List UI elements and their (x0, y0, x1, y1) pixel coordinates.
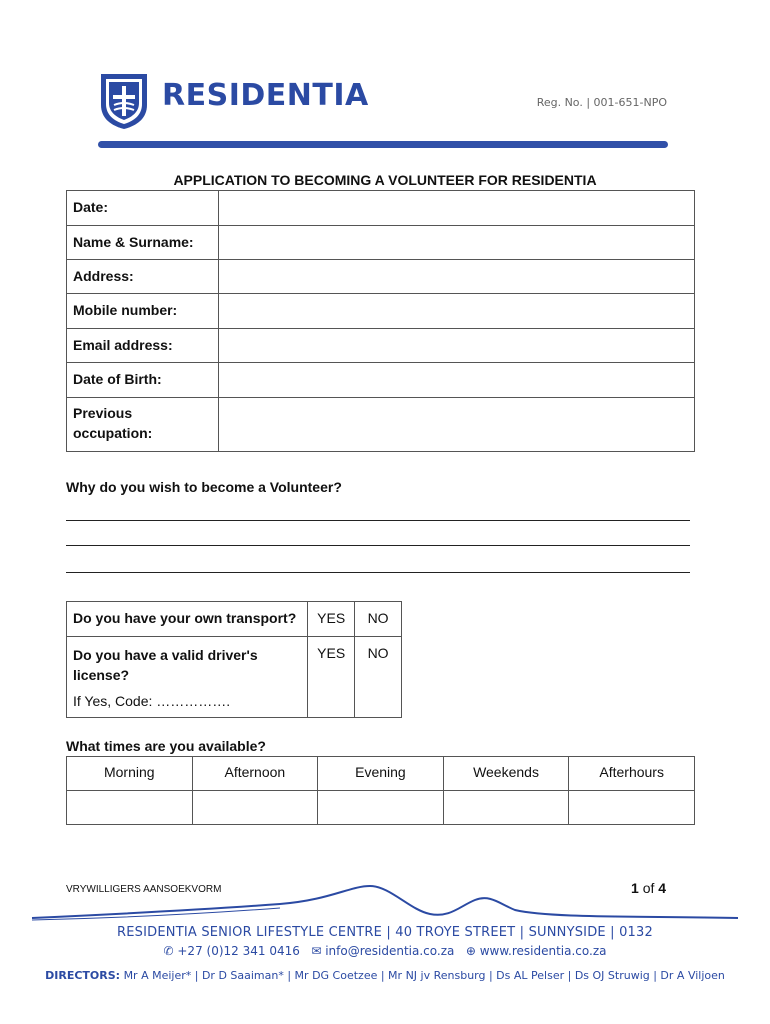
transport-table (66, 601, 402, 718)
morning-cell[interactable] (67, 791, 193, 825)
field-label-name: Name & Surname: (67, 226, 219, 260)
residentia-logo-icon (98, 71, 150, 131)
directors-list: Mr A Meijer* | Dr D Saaiman* | Mr DG Coetzee | Mr NJ jv Rensburg | Ds AL Pelser | Ds OJ Struwig | Dr A Viljoen (123, 969, 725, 982)
field-label-date: Date: (67, 191, 219, 226)
page-current: 1 (631, 880, 639, 896)
footer-contact (0, 944, 770, 958)
column-header-morning: Morning (67, 757, 193, 791)
field-label-dob: Date of Birth: (67, 363, 219, 398)
column-header-afterhours: Afterhours (569, 757, 695, 791)
email-field[interactable] (218, 329, 694, 363)
answer-line[interactable] (66, 572, 690, 573)
table-row (67, 637, 402, 718)
mobile-field[interactable] (218, 294, 694, 329)
website-link[interactable]: www.residentia.co.za (479, 944, 607, 958)
field-label-mobile: Mobile number: (67, 294, 219, 329)
footer-address: RESIDENTIA SENIOR LIFESTYLE CENTRE | 40 TROYE STREET | SUNNYSIDE | 0132 (117, 925, 653, 940)
license-cell (67, 637, 308, 718)
field-label-occupation: Previous occupation: (67, 398, 219, 452)
license-code-field[interactable]: If Yes, Code: ……………. (73, 693, 231, 709)
table-row (67, 260, 695, 294)
table-row (67, 226, 695, 260)
afternoon-cell[interactable] (192, 791, 318, 825)
name-field[interactable] (218, 226, 694, 260)
evening-cell[interactable] (318, 791, 444, 825)
dob-field[interactable] (218, 363, 694, 398)
table-row (67, 363, 695, 398)
table-row (67, 602, 402, 637)
date-field[interactable] (218, 191, 694, 226)
page-of: of (642, 880, 655, 896)
personal-info-table (66, 190, 695, 452)
column-header-afternoon: Afternoon (192, 757, 318, 791)
directors-label: DIRECTORS: (45, 969, 121, 982)
table-row (67, 757, 695, 791)
table-row (67, 191, 695, 226)
registration-number: Reg. No. | 001-651-NPO (536, 96, 667, 109)
email-link[interactable]: info@residentia.co.za (325, 944, 455, 958)
globe-icon: ⊕ (465, 944, 476, 958)
field-label-email: Email address: (67, 329, 219, 363)
answer-line[interactable] (66, 545, 690, 546)
form-title: APPLICATION TO BECOMING A VOLUNTEER FOR RESIDENTIA (173, 172, 597, 188)
table-row (67, 398, 695, 452)
transport-no-option[interactable]: NO (355, 602, 402, 637)
availability-table (66, 756, 695, 825)
occupation-field[interactable] (218, 398, 694, 452)
logo-text: RESIDENTIA (162, 78, 369, 113)
phone-number[interactable]: +27 (0)12 341 0416 (177, 944, 300, 958)
column-header-evening: Evening (318, 757, 444, 791)
column-header-weekends: Weekends (443, 757, 569, 791)
page-total: 4 (658, 880, 667, 896)
answer-line[interactable] (66, 520, 690, 521)
email-icon: ✉ (311, 944, 322, 958)
header-divider (98, 141, 668, 148)
address-field[interactable] (218, 260, 694, 294)
table-row (67, 329, 695, 363)
table-row (67, 294, 695, 329)
footer-directors (0, 969, 770, 982)
transport-question: Do you have your own transport? (67, 602, 308, 637)
license-question: Do you have a valid driver's license? (73, 647, 258, 683)
phone-icon: ✆ (163, 944, 174, 958)
license-no-option[interactable]: NO (355, 637, 402, 718)
why-question: Why do you wish to become a Volunteer? (66, 479, 342, 495)
footer-wave-graphic (30, 880, 740, 925)
form-name: VRYWILLIGERS AANSOEKVORM (66, 884, 222, 895)
license-yes-option[interactable]: YES (308, 637, 355, 718)
availability-question: What times are you available? (66, 738, 266, 754)
afterhours-cell[interactable] (569, 791, 695, 825)
transport-yes-option[interactable]: YES (308, 602, 355, 637)
field-label-address: Address: (67, 260, 219, 294)
weekends-cell[interactable] (443, 791, 569, 825)
table-row (67, 791, 695, 825)
